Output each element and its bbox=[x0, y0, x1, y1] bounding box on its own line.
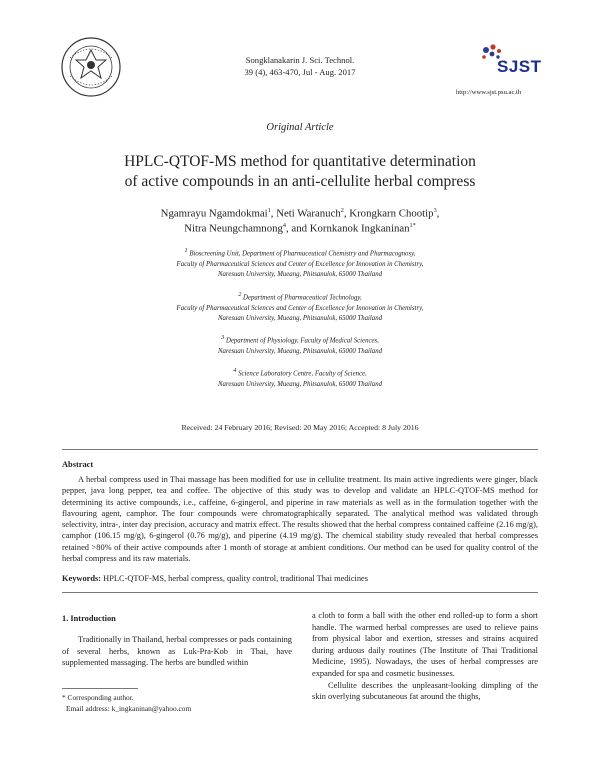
keywords-label: Keywords: bbox=[62, 574, 102, 583]
received-dates: Received: 24 February 2016; Revised: 20 May 2016; Accepted: 8 July 2016 bbox=[181, 423, 419, 432]
author-sup: 2 bbox=[340, 207, 344, 214]
author-name: Nitra Neungchamnong bbox=[184, 222, 283, 235]
paper-title-line1: HPLC-QTOF-MS method for quantitative determination bbox=[124, 153, 476, 170]
affiliation-2: $^2$ Department of Pharmaceutical Technology, Faculty of Pharmaceutical Sciences and Center of Excellence for Innovation in Chemistry, Naresuan University, Mueang, Phitsanulok, 65000 Thailand bbox=[176, 291, 424, 323]
authors-line1: Ngamrayu Ngamdokmai$^1$, Neti Waranuch$^2$, Krongkarn Chootip$^3$, bbox=[160, 207, 440, 220]
divider bbox=[62, 592, 538, 593]
keywords-text: HPLC-QTOF-MS, herbal compress, quality control, traditional Thai medicines bbox=[103, 574, 369, 583]
divider bbox=[62, 449, 538, 450]
affiliation-3: $^3$ Department of Physiology, Faculty of Medical Sciences, Naresuan University, Mueang, Phitsanulok, 65000 Thailand bbox=[218, 334, 382, 355]
author-name: Ngamrayu Ngamdokmai bbox=[160, 207, 268, 220]
affiliation-4: $^4$ Science Laboratory Centre, Faculty of Science, Naresuan University, Mueang, Phitsanulok, 65000 Thailand bbox=[218, 367, 382, 388]
journal-url[interactable]: http://www.sjst.psu.ac.th bbox=[456, 89, 522, 96]
email-line bbox=[62, 704, 191, 713]
keywords bbox=[62, 574, 538, 583]
section-heading: 1. Introduction bbox=[62, 614, 116, 623]
author-name: Kornkanok Ingkaninan bbox=[309, 222, 410, 235]
paragraph: a cloth to form a ball with the other end rolled-up to form a short handle. The warmed herbal compresses are used to relieve pains from physical labor and exertion, stresses and strains acquired during arduous daily routines (The Institute of Thai Traditional Medicine, 1995). Nowadays, the uses of herbal compresses are expanded for spa and cosmetic businesses. bbox=[312, 611, 538, 678]
email-address[interactable]: k_ingkaninan@yahoo.com bbox=[111, 704, 192, 713]
author-name: Neti Waranuch bbox=[276, 207, 341, 220]
right-column bbox=[312, 610, 538, 703]
author-sup: 1* bbox=[409, 222, 416, 229]
corresponding-author: * Corresponding author. bbox=[62, 693, 134, 702]
journal-name: Songklanakarin J. Sci. Technol. bbox=[245, 55, 355, 65]
paragraph: Traditionally in Thailand, herbal compresses or pads containing of several herbs, known as Luk-Pra-Kob in Thai, have supplemented massaging. The herbs are bundled within bbox=[62, 635, 292, 668]
journal-issue: 39 (4), 463-470, Jul - Aug. 2017 bbox=[244, 67, 356, 77]
footnote-divider bbox=[62, 688, 138, 689]
author-name: Krongkarn Chootip bbox=[349, 207, 434, 220]
sjst-logo-text: SJST bbox=[497, 57, 542, 76]
author-sup: 4 bbox=[282, 222, 286, 229]
abstract-heading: Abstract bbox=[62, 460, 94, 469]
abstract-body: A herbal compress used in Thai massage has been modified for use in cellulite treatment. Its main active ingredients were ginger, black pepper, java long pepper, tea and coffee. The objective of this study was to develop and validate an HPLC-QTOF-MS method for determining its active compounds, i.e., caffeine, 6-gingerol, and piperine in raw materials as well as in the formulation together with the flavouring agent, camphor. The four compounds were chromatographically separated. The analytical method was validated through selectivity, intra-, inter day precision, accuracy and matrix effect. The results showed that the herbal compress contained caffeine (2.16 mg/g), camphor (106.15 mg/g), 6-gingerol (0.76 mg/g), and piperine (4.19 mg/g). The chemical stability study revealed that herbal compresses retained >80% of their active compounds after 1 month of storage at ambient conditions. Our method can be used for quality control of the herbal compress and its raw materials. bbox=[62, 475, 538, 564]
authors-line2: Nitra Neungchamnong$^4$, and Kornkanok Ingkaninan$^{1*}$ bbox=[184, 222, 416, 235]
email-label: Email address: bbox=[66, 704, 110, 713]
paragraph: Cellulite describes the unpleasant-looking dimpling of the skin overlying subcutaneous fat around the thighs, bbox=[312, 680, 538, 702]
author-sup: 3 bbox=[433, 207, 437, 214]
article-type: Original Article bbox=[266, 122, 334, 133]
affiliation-1: $^1$ Bioscreening Unit, Department of Pharmaceutical Chemistry and Pharmacognosy, Faculty of Pharmaceutical Sciences and Center of Excellence for Innovation in Chemistry, Naresuan University, Mueang, Phitsanulok, 65000 Thailand bbox=[176, 247, 424, 279]
paper-title-line2: of active compounds in an anti-cellulite herbal compress bbox=[124, 173, 476, 190]
author-sup: 1 bbox=[267, 207, 271, 214]
left-column bbox=[62, 634, 292, 669]
